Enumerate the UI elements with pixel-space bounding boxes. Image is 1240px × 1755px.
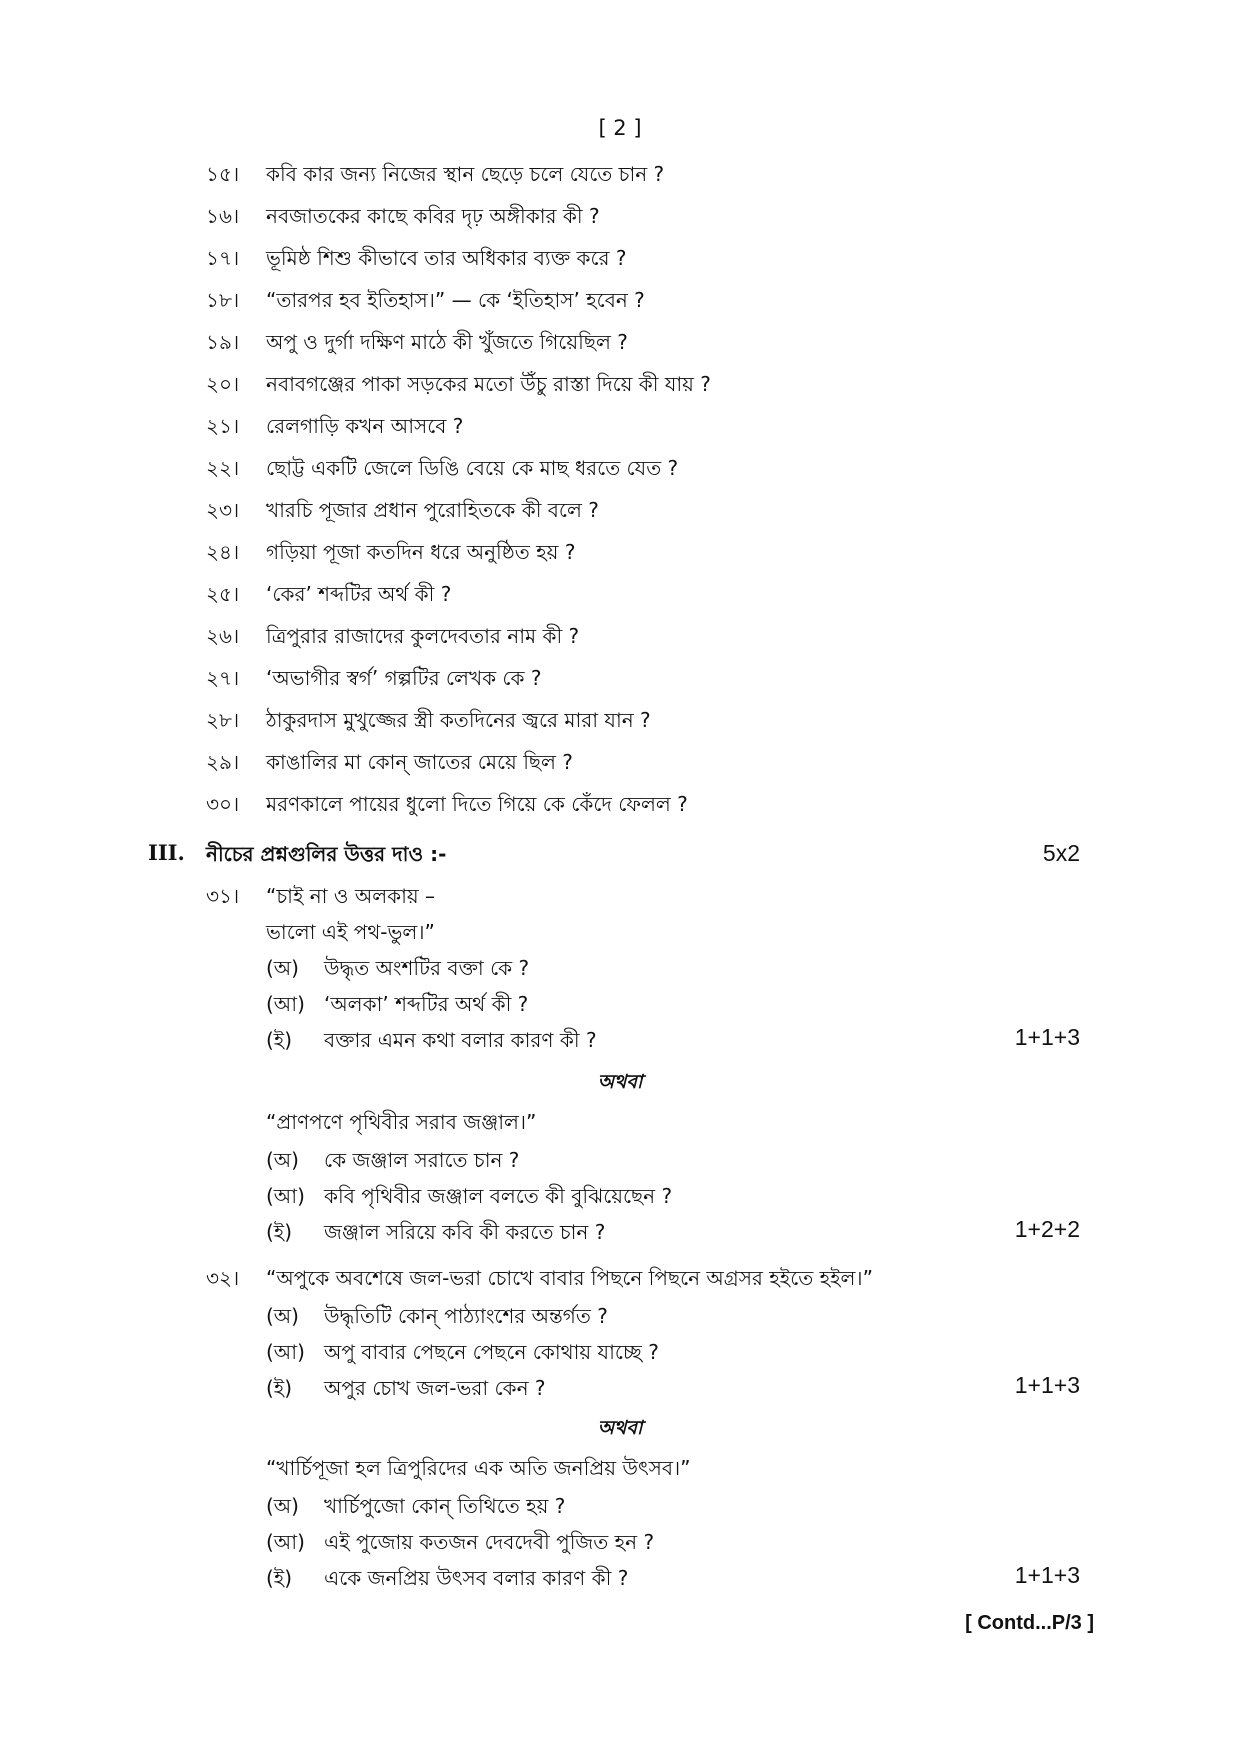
page-number: [ 2 ]	[598, 116, 642, 140]
continued-footer: [ Contd...P/3 ]	[965, 1612, 1094, 1634]
or-label: অথবা	[597, 1417, 643, 1439]
question-21	[206, 412, 463, 445]
question-31-number: ৩১।	[206, 884, 240, 908]
section-number: III.	[148, 840, 185, 865]
question-number: ২২।	[206, 456, 240, 480]
question-24	[206, 538, 575, 571]
sub-question: (অ) খার্চিপুজো কোন্ তিথিতে হয় ?	[266, 1494, 566, 1518]
question-text: কাঙালির মা কোন্ জাতের মেয়ে ছিল ?	[266, 750, 573, 774]
question-text: “তারপর হব ইতিহাস।” — কে ‘ইতিহাস’ হবেন ?	[266, 288, 645, 312]
question-text: খারচি পূজার প্রধান পুরোহিতকে কী বলে ?	[266, 498, 599, 522]
sub-question: (আ) কবি পৃথিবীর জঞ্জাল বলতে কী বুঝিয়েছেন ?	[266, 1184, 673, 1208]
question-22	[206, 454, 678, 487]
question-number: ১৫।	[206, 162, 240, 186]
question-text: ছোট্ট একটি জেলে ডিঙি বেয়ে কে মাছ ধরতে যেত ?	[266, 456, 679, 480]
question-number: ২৫।	[206, 582, 240, 606]
question-number: ১৭।	[206, 246, 240, 270]
question-17	[206, 244, 626, 277]
sub-question: (ই) অপুর চোখ জল-ভরা কেন ?	[266, 1376, 546, 1400]
question-15	[206, 160, 664, 193]
question-text: নবজাতকের কাছে কবির দৃঢ় অঙ্গীকার কী ?	[266, 204, 600, 228]
question-32-number: ৩২।	[206, 1266, 240, 1290]
question-number: ২৮।	[206, 708, 240, 732]
question-28	[206, 706, 651, 739]
question-31-quote-line-2: ভালো এই পথ-ভুল।”	[266, 920, 435, 944]
marks-distribution: 1+1+3	[1014, 1372, 1080, 1398]
section-marks: 5x2	[1042, 840, 1080, 866]
sub-question: (অ) উদ্ধৃতিটি কোন্ পাঠ্যাংশের অন্তর্গত ?	[266, 1304, 608, 1328]
question-text: ত্রিপুরার রাজাদের কুলদেবতার নাম কী ?	[266, 624, 580, 648]
question-text: রেলগাড়ি কখন আসবে ?	[266, 414, 464, 438]
question-text: গড়িয়া পূজা কতদিন ধরে অনুষ্ঠিত হয় ?	[266, 540, 576, 564]
question-32-alt-quote: “খার্চিপূজা হল ত্রিপুরিদের এক অতি জনপ্রিয় উৎসব।”	[266, 1456, 691, 1480]
question-text: মরণকালে পায়ের ধুলো দিতে গিয়ে কে কেঁদে ফেলল ?	[266, 792, 688, 816]
marks-distribution: 1+2+2	[1014, 1216, 1080, 1242]
sub-question: (আ) এই পুজোয় কতজন দেবদেবী পুজিত হন ?	[266, 1530, 655, 1554]
question-30	[206, 790, 688, 823]
question-25	[206, 580, 451, 613]
question-number: ২১।	[206, 414, 240, 438]
question-number: ১৮।	[206, 288, 240, 312]
question-32-quote: “অপুকে অবশেষে জল-ভরা চোখে বাবার পিছনে পিছনে অগ্রসর হইতে হইল।”	[266, 1266, 873, 1290]
marks-distribution: 1+1+3	[1014, 1024, 1080, 1050]
sub-question: (ই) জঞ্জাল সরিয়ে কবি কী করতে চান ?	[266, 1220, 606, 1244]
or-label: অথবা	[597, 1071, 643, 1093]
question-18	[206, 286, 645, 319]
question-number: ৩০।	[206, 792, 240, 816]
question-31-alt-quote: “প্রাণপণে পৃথিবীর সরাব জঞ্জাল।”	[266, 1110, 537, 1134]
sub-question: (আ) অপু বাবার পেছনে পেছনে কোথায় যাচ্ছে ?	[266, 1340, 659, 1364]
sub-question: (ই) বক্তার এমন কথা বলার কারণ কী ?	[266, 1028, 597, 1052]
question-text: ‘অভাগীর স্বর্গ’ গল্পটির লেখক কে ?	[266, 666, 542, 690]
question-text: কবি কার জন্য নিজের স্থান ছেড়ে চলে যেতে চান ?	[266, 162, 665, 186]
question-number: ১৯।	[206, 330, 240, 354]
question-19	[206, 328, 628, 361]
question-text: নবাবগঞ্জের পাকা সড়কের মতো উঁচু রাস্তা দিয়ে কী যায় ?	[266, 372, 711, 396]
question-27	[206, 664, 542, 697]
question-text: ঠাকুরদাস মুখুজ্জের স্ত্রী কতদিনের জ্বরে মারা যান ?	[266, 708, 651, 732]
question-text: ‘কের’ শব্দটির অর্থ কী ?	[266, 582, 452, 606]
question-20	[206, 370, 711, 403]
sub-question: (অ) উদ্ধৃত অংশটির বক্তা কে ?	[266, 956, 530, 980]
sub-question: (ই) একে জনপ্রিয় উৎসব বলার কারণ কী ?	[266, 1566, 629, 1590]
question-number: ২৭।	[206, 666, 240, 690]
question-number: ২৬।	[206, 624, 240, 648]
question-number: ২৯।	[206, 750, 240, 774]
marks-distribution: 1+1+3	[1014, 1562, 1080, 1588]
question-26	[206, 622, 579, 655]
sub-question: (আ) ‘অলকা’ শব্দটির অর্থ কী ?	[266, 992, 529, 1016]
sub-question: (অ) কে জঞ্জাল সরাতে চান ?	[266, 1148, 520, 1172]
question-number: ১৬।	[206, 204, 240, 228]
question-number: ২৩।	[206, 498, 240, 522]
section-title: নীচের প্রশ্নগুলির উত্তর দাও :-	[206, 842, 447, 866]
question-29	[206, 748, 573, 781]
question-number: ২০।	[206, 372, 240, 396]
question-number: ২৪।	[206, 540, 240, 564]
question-31-quote-line-1: “চাই না ও অলকায় –	[266, 884, 436, 908]
question-text: ভূমিষ্ঠ শিশু কীভাবে তার অধিকার ব্যক্ত করে ?	[266, 246, 627, 270]
question-16	[206, 202, 600, 235]
question-text: অপু ও দুর্গা দক্ষিণ মাঠে কী খুঁজতে গিয়েছিল ?	[266, 330, 628, 354]
question-23	[206, 496, 599, 529]
